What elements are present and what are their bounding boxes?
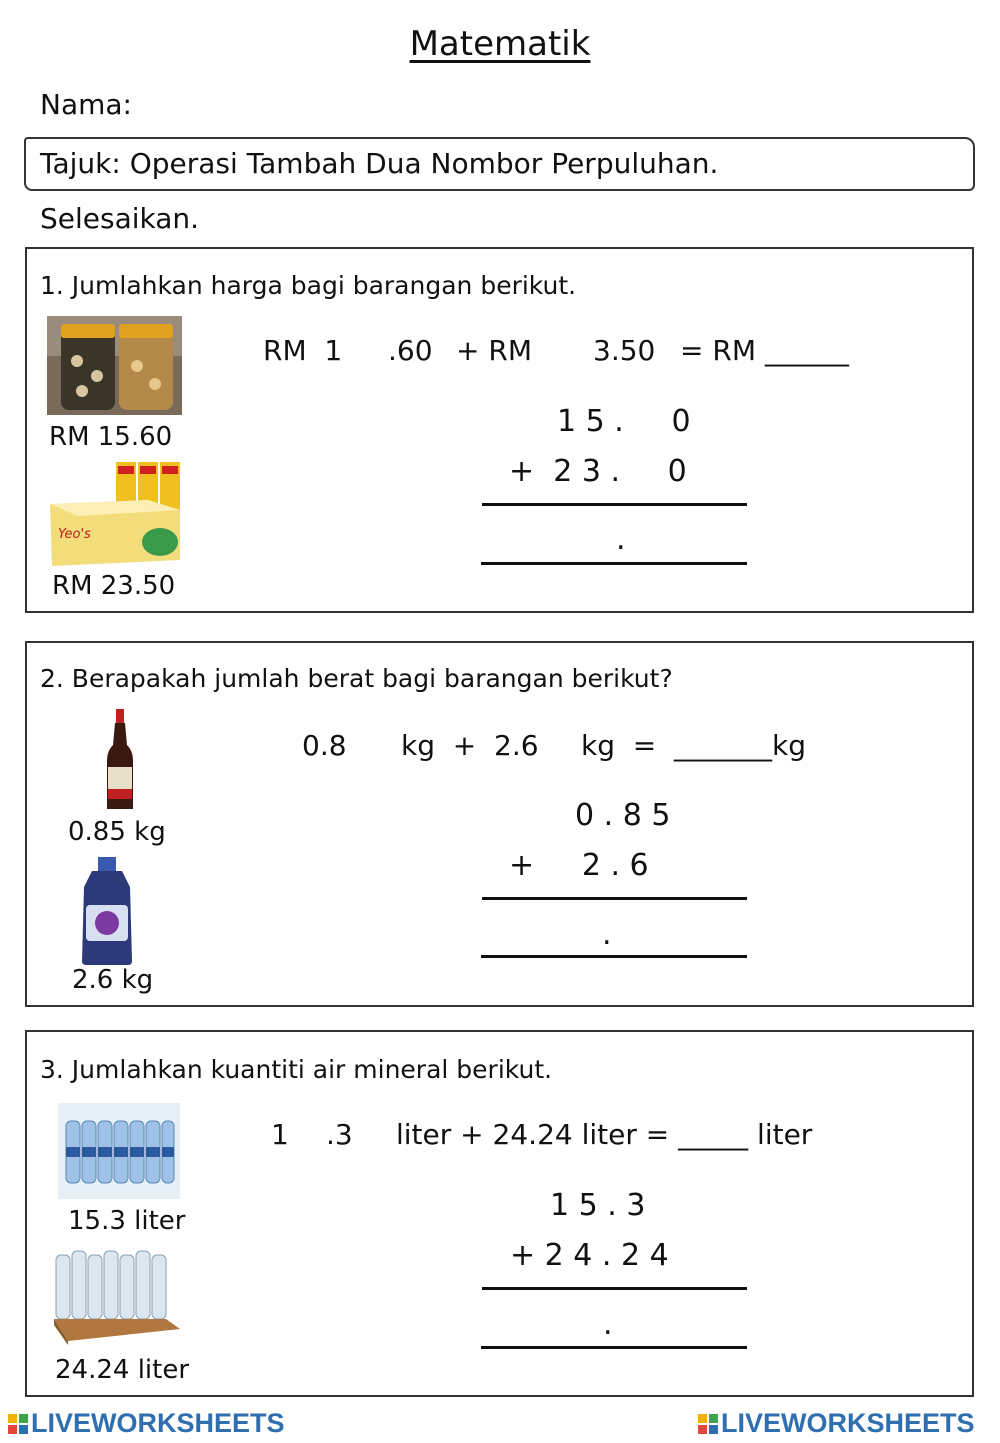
- q1-eq-part5: = RM ______: [680, 334, 849, 367]
- q1-eq-part3: + RM: [456, 334, 532, 367]
- q3-answer-line[interactable]: [481, 1346, 747, 1349]
- liveworksheets-logo-icon: [698, 1414, 718, 1434]
- question-1-prompt: 1. Jumlahkan harga bagi barangan berikut.: [40, 271, 577, 300]
- question-2-box: [25, 641, 974, 1007]
- q1-column-row1: 1 5 . 0: [557, 404, 691, 439]
- svg-text:Yeo's: Yeo's: [58, 527, 91, 542]
- drink-box-image: [48, 460, 183, 570]
- q3-eq-part3: liter + 24.24 liter = _____ liter: [396, 1118, 813, 1151]
- q1-eq-part2: .60: [388, 334, 433, 367]
- q1-eq-part1: RM 1: [263, 334, 343, 367]
- q1-sum-line: [482, 503, 747, 506]
- q2-eq-part1: 0.8: [302, 729, 347, 762]
- q2-answer-line[interactable]: [481, 955, 747, 958]
- question-3-prompt: 3. Jumlahkan kuantiti air mineral berikut.: [40, 1055, 553, 1084]
- q2-eq-part3: kg = _______kg: [581, 729, 807, 762]
- item-price-2: RM 23.50: [52, 571, 176, 601]
- q3-column-row1: 1 5 . 3: [550, 1188, 646, 1223]
- water-pack-image: [58, 1103, 180, 1199]
- page-title: Matematik: [409, 24, 591, 64]
- q3-answer-dot: .: [603, 1307, 613, 1342]
- instruction-text: Selesaikan.: [40, 202, 200, 235]
- item-weight-2: 2.6 kg: [72, 965, 154, 995]
- q1-answer-dot: .: [616, 522, 626, 557]
- q3-sum-line: [482, 1287, 747, 1290]
- q3-column-row2: + 2 4 . 2 4: [510, 1238, 669, 1273]
- q1-answer-line[interactable]: [481, 562, 747, 565]
- q2-answer-dot: .: [602, 917, 612, 952]
- item-weight-1: 0.85 kg: [68, 817, 166, 847]
- q2-eq-part2: kg + 2.6: [401, 729, 539, 762]
- cookie-jars-image: [47, 316, 182, 415]
- item-price-1: RM 15.60: [49, 422, 173, 452]
- q3-eq-part2: .3: [326, 1118, 353, 1151]
- q2-sum-line: [482, 897, 747, 900]
- question-2-prompt: 2. Berapakah jumlah berat bagi barangan berikut?: [40, 664, 673, 693]
- name-label: Nama:: [40, 88, 132, 121]
- topic-text: Tajuk: Operasi Tambah Dua Nombor Perpuluhan.: [40, 147, 719, 180]
- footer-brand-left[interactable]: LIVEWORKSHEETS: [8, 1408, 285, 1439]
- q1-eq-part4: 3.50: [593, 334, 656, 367]
- liveworksheets-logo-icon: [8, 1414, 28, 1434]
- sauce-bottle-image: [105, 709, 135, 811]
- q2-column-row2: + 2 . 6: [509, 848, 649, 883]
- q3-eq-part1: 1: [271, 1118, 289, 1151]
- q2-column-row1: 0 . 8 5: [575, 798, 671, 833]
- footer-brand-right[interactable]: LIVEWORKSHEETS: [698, 1408, 975, 1439]
- item-volume-2: 24.24 liter: [55, 1355, 190, 1385]
- jug-bottle-image: [80, 857, 135, 967]
- item-volume-1: 15.3 liter: [68, 1206, 186, 1236]
- water-crate-image: [50, 1245, 182, 1345]
- q1-column-row2: + 2 3 . 0: [509, 454, 687, 489]
